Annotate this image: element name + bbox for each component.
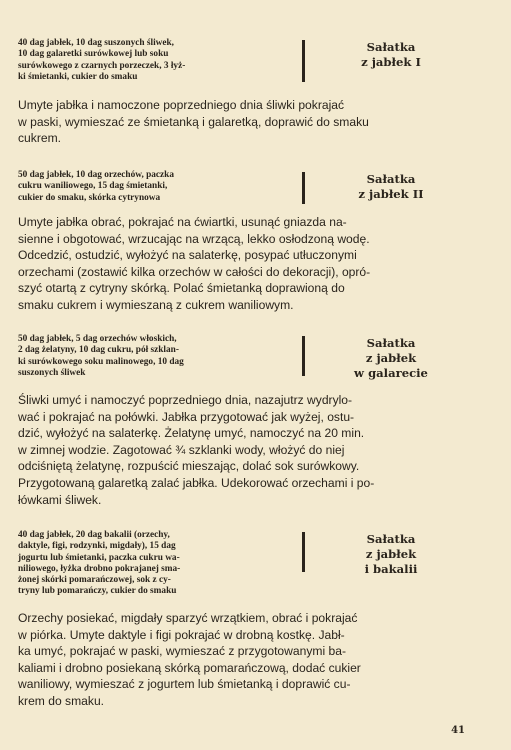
ingredients-list: 50 dag jabłek, 10 dag orzechów, paczka cukru waniliowego, 15 dag śmietanki, cukier do smaku, skórka cytrynowa: [18, 170, 174, 203]
recipe-title: Sałatka z jabłek w galarecie: [354, 336, 428, 380]
ingredients-list: 50 dag jabłek, 5 dag orzechów włoskich, 2 dag żelatyny, 10 dag cukru, pół szklan- ki surówkowego soku malinowego, 10 dag suszonych śliwek: [18, 334, 184, 378]
recipe-instructions: Orzechy posiekać, migdały sparzyć wrzątkiem, obrać i pokrajać w piórka. Umyte daktyle i figi pokrajać w drobną kostkę. Jabł- ka umyć, pokrajać w paski, wymieszać z przygotowanymi ba- kaliami i drobno posiekaną skórką pomarańczową, dodać cukier waniliowy, wymieszać z jogurtem lub śmietanką i doprawić cu- krem do smaku.: [18, 611, 361, 708]
recipe-salad-apples-jelly: [18, 334, 498, 507]
recipe-title: Sałatka z jabłek i bakalii: [364, 532, 418, 576]
recipe-instructions: Śliwki umyć i namoczyć poprzedniego dnia, nazajutrz wydrylo- wać i pokrajać na połówki. Jabłka przygotować jak wyżej, ostu- dzić, wyłożyć na salaterkę. Żelatynę umyć, namoczyć na 20 min. w zimnej wodzie. Zagotować ¾ szklanki wody, włożyć do niej odciśniętą żelatynę, rozpuścić mieszając, dolać sok surówkowy. Przygotowaną galaretką zalać jabłka. Udekorować orzechami i po- łówkami śliwek.: [18, 393, 375, 507]
recipe-instructions: Umyte jabłka obrać, pokrajać na ćwiartki, usunąć gniazda na- sienne i obgotować, wrzucając na wrzącą, lekko osłodzoną wodę. Odcedzić, ostudzić, wyłożyć na salaterkę, posypać utłuczonymi orzechami (zostawić kilka orzechów w całości do dekoracji), opró- szyć otartą z cytryny skórką. Polać śmietanką doprawioną do smaku cukrem i wymieszaną z cukrem waniliowym.: [18, 215, 371, 312]
recipe-title: Sałatka z jabłek II: [358, 172, 424, 201]
recipe-instructions: Umyte jabłka i namoczone poprzedniego dnia śliwki pokrajać w paski, wymieszać ze śmietanką i galaretką, doprawić do smaku cukrem.: [18, 98, 369, 146]
ingredients-list: 40 dag jabłek, 10 dag suszonych śliwek, 10 dag galaretki surówkowej lub soku surówkowego z czarnych porzeczek, 3 łyż- ki śmietanki, cukier do smaku: [18, 38, 186, 82]
divider-bar: [302, 336, 305, 376]
divider-bar: [302, 40, 305, 82]
ingredients-list: 40 dag jabłek, 20 dag bakalii (orzechy, daktyle, figi, rodzynki, migdały), 15 dag jogurtu lub śmietanki, paczka cukru wa- niliowego, łyżka drobno pokrajanej sma- żonej skórki pomarańczowej, sok z cy- tryny lub pomarańczy, cukier do smaku: [18, 530, 181, 597]
recipe-salad-apples-dried-fruit: [18, 530, 498, 708]
recipe-salad-apples-2: [18, 170, 498, 312]
divider-bar: [302, 172, 305, 204]
recipe-title: Sałatka z jabłek I: [361, 40, 421, 69]
recipe-salad-apples-1: [18, 38, 498, 146]
divider-bar: [302, 532, 305, 572]
recipe-header: [18, 530, 498, 597]
recipe-header: [18, 334, 498, 390]
page-number: 41: [451, 725, 465, 736]
recipe-header: [18, 38, 498, 94]
